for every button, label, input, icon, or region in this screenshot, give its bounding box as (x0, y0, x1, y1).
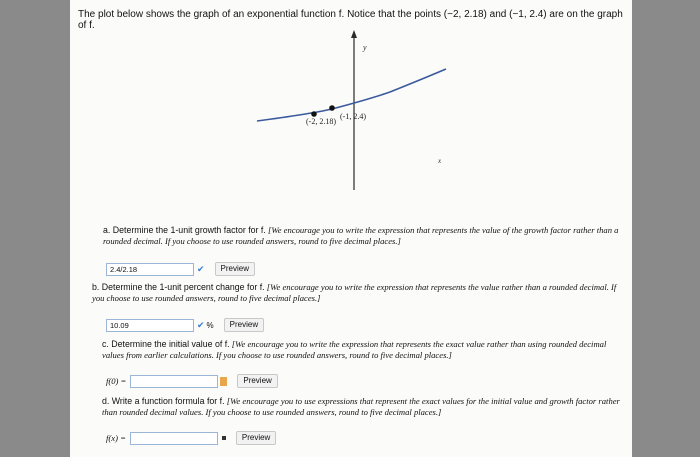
answer-row-d (106, 431, 276, 445)
answer-input-b[interactable]: 10.09 (106, 319, 194, 332)
point-label-neg1: (-1, 2.4) (340, 112, 366, 121)
answer-row-b (106, 318, 264, 332)
question-a-lead: a. Determine the 1-unit growth factor for f. (103, 225, 266, 235)
fx-label: f(x) = (106, 433, 126, 443)
point-neg2 (311, 111, 317, 117)
question-b (92, 282, 624, 304)
preview-button-c[interactable]: Preview (237, 374, 277, 388)
percent-unit: % (206, 320, 214, 330)
y-axis-arrow (351, 30, 357, 38)
point-neg1 (329, 105, 335, 111)
x-axis-label: x (438, 157, 442, 165)
answer-row-c (106, 374, 278, 388)
question-c (102, 339, 624, 361)
answer-row-a (106, 262, 255, 276)
f0-label: f(0) = (106, 376, 127, 386)
answer-input-c[interactable] (130, 375, 218, 388)
question-c-note: [We encourage you to write the expression that represents the exact value rather than using rounded decimal values from earlier calculations. If you choose to use rounded answers, round to five decimal places.] (102, 339, 607, 360)
question-d (102, 396, 624, 418)
point-label-neg2: (-2, 2.18) (306, 117, 336, 126)
preview-button-b[interactable]: Preview (224, 318, 264, 332)
question-a (103, 225, 623, 247)
question-a-note: [We encourage you to write the expression that represents the value of the growth factor rather than a rounded decimal. If you choose to use rounded answers, round to five decimal places.] (103, 225, 619, 246)
status-indicator-icon (222, 436, 226, 440)
check-icon: ✔ (197, 263, 205, 274)
answer-input-d[interactable] (130, 432, 218, 445)
question-b-note: [We encourage you to write the expression that represents the value rather than a rounded decimal. If you choose to use rounded answers, round to five decimal places.] (92, 282, 617, 303)
question-d-note: [We encourage you to use expressions that represent the exact values for the initial value and growth factor rather than rounded decimal values. If you choose to use rounded answers, round to five decimal places.] (102, 396, 620, 417)
question-page (70, 0, 632, 457)
preview-button-a[interactable]: Preview (215, 262, 255, 276)
question-c-lead: c. Determine the initial value of f. (102, 339, 230, 349)
warning-icon (220, 377, 227, 386)
check-icon: ✔ (197, 319, 205, 330)
exponential-graph (70, 0, 632, 200)
question-b-lead: b. Determine the 1-unit percent change for f. (92, 282, 265, 292)
answer-input-a[interactable]: 2.4/2.18 (106, 263, 194, 276)
y-axis-label: y (363, 43, 367, 52)
intro-text: The plot below shows the graph of an exponential function f. Notice that the points (−2, 2.18) and (−1, 2.4) are on the graph of f. (78, 9, 623, 31)
question-d-lead: d. Write a function formula for f. (102, 396, 225, 406)
preview-button-d[interactable]: Preview (236, 431, 276, 445)
